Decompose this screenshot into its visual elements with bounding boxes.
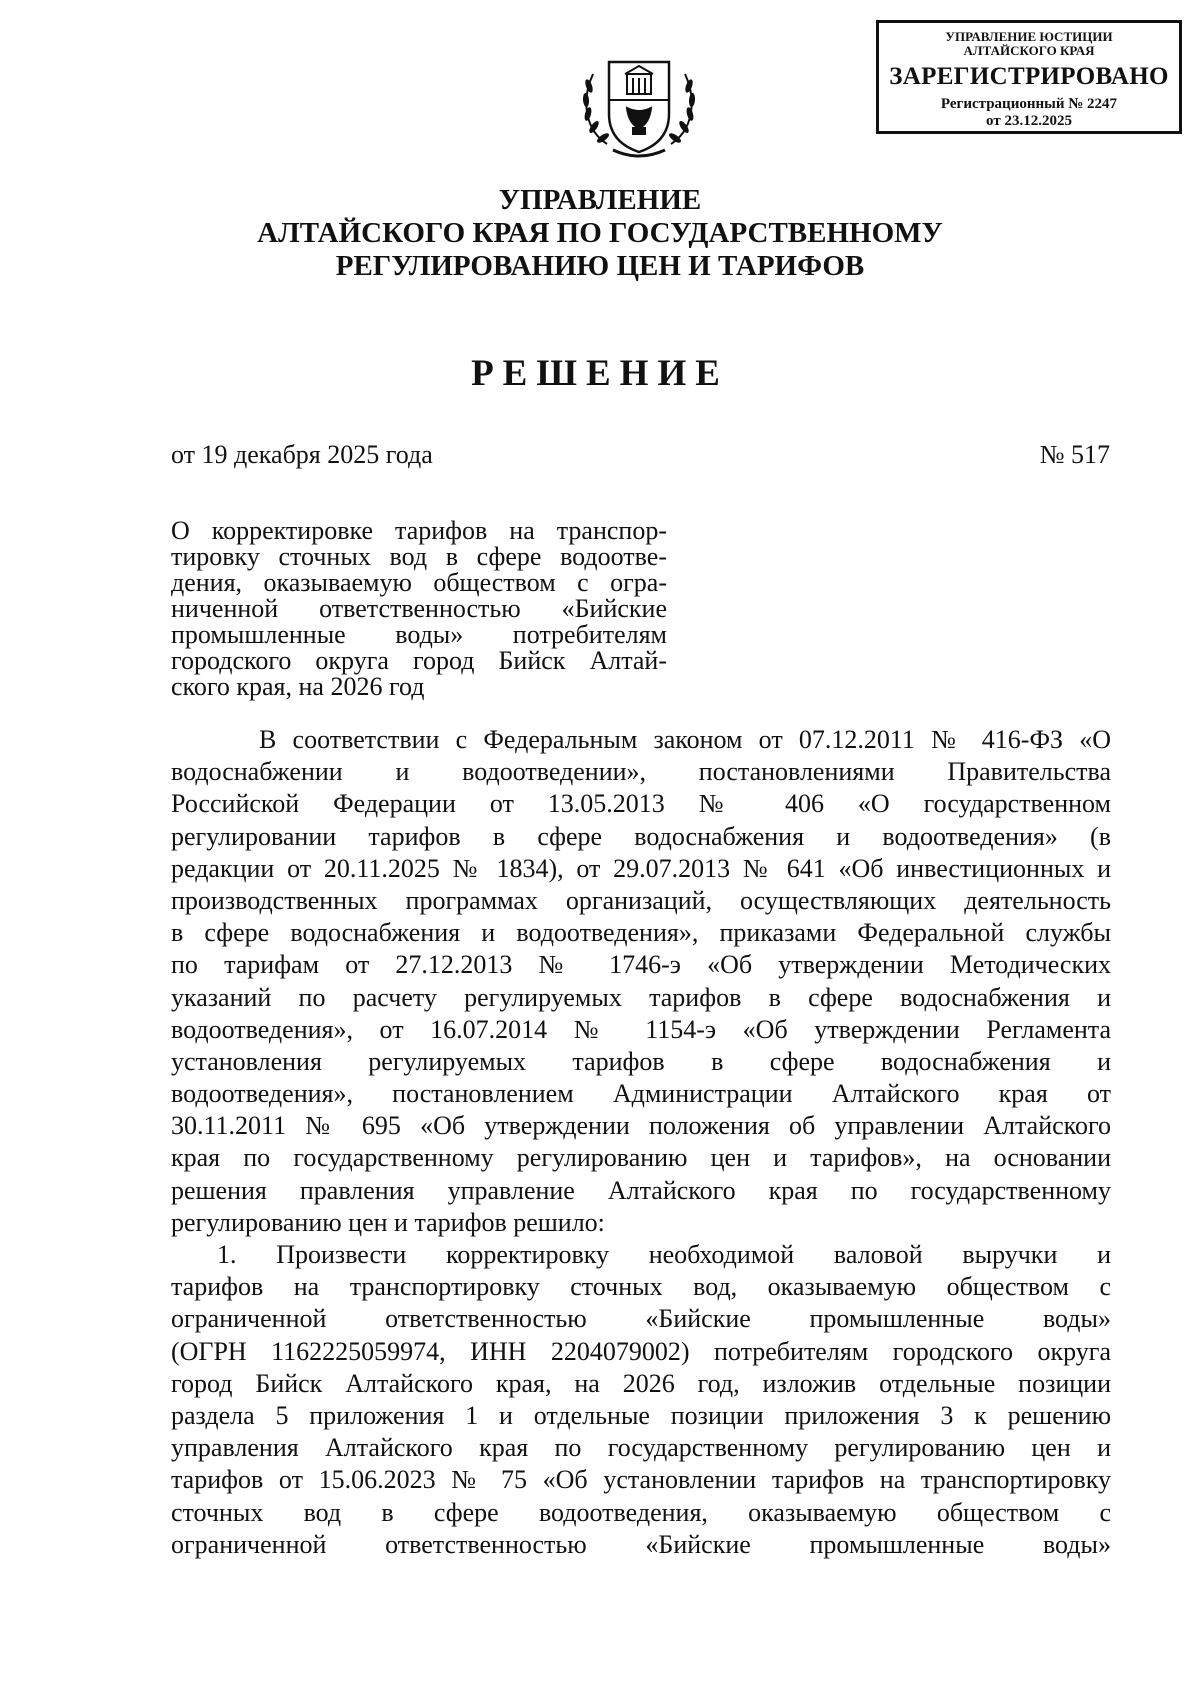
- agency-name-line: АЛТАЙСКОГО КРАЯ ПО ГОСУДАРСТВЕННОМУ: [257, 217, 943, 249]
- stamp-reg-number: Регистрационный № 2247: [940, 96, 1118, 112]
- body-line: сточных вод в сфере водоотведения, оказываемую обществом с: [171, 1497, 1111, 1527]
- subject-line: ского края, на 2026 год: [171, 672, 425, 701]
- body-line: 30.11.2011 № 695 «Об утверждении положения об управлении Алтайского: [171, 1111, 1111, 1141]
- coat-of-arms-emblem: [577, 44, 701, 168]
- body-line: решения правления управление Алтайского края по государственному: [171, 1175, 1111, 1205]
- body-line: редакции от 20.11.2025 № 1834), от 29.07.2013 № 641 «Об инвестиционных и: [171, 853, 1111, 883]
- document-title: РЕШЕНИЕ: [471, 353, 729, 394]
- subject-line: городского округа город Бийск Алтай-: [171, 646, 667, 675]
- date-number-line: [171, 440, 1110, 470]
- registration-stamp: [876, 20, 1182, 134]
- body-line: управления Алтайского края по государственному регулированию цен и: [171, 1433, 1111, 1463]
- body-line: город Бийск Алтайского края, на 2026 год, изложив отдельные позиции: [171, 1368, 1111, 1398]
- body-line: регулированию цен и тарифов решило:: [171, 1207, 605, 1237]
- document-number: № 517: [1039, 440, 1110, 469]
- stamp-authority-line1: УПРАВЛЕНИЕ ЮСТИЦИИ: [945, 29, 1113, 44]
- subject-line: О корректировке тарифов на транспор-: [171, 516, 667, 545]
- body-line: установления регулируемых тарифов в сфере водоснабжения и: [171, 1046, 1111, 1076]
- body-line: указаний по расчету регулируемых тарифов в сфере водоснабжения и: [171, 982, 1111, 1012]
- stamp-authority-line2: АЛТАЙСКОГО КРАЯ: [963, 43, 1095, 58]
- body-line: тарифов от 15.06.2023 № 75 «Об установлении тарифов на транспортировку: [171, 1465, 1111, 1495]
- agency-name-line: УПРАВЛЕНИЕ: [498, 184, 702, 216]
- document-body: [171, 724, 1111, 1561]
- agency-name: [200, 184, 1000, 283]
- stamp-status: ЗАРЕГИСТРИРОВАНО: [889, 63, 1169, 90]
- body-line: ограниченной ответственностью «Бийские промышленные воды»: [171, 1304, 1111, 1334]
- subject-line: дения, оказываемую обществом с огра-: [171, 568, 667, 597]
- body-line: по тарифам от 27.12.2013 № 1746-э «Об утверждении Методических: [171, 950, 1111, 980]
- agency-name-line: РЕГУЛИРОВАНИЮ ЦЕН И ТАРИФОВ: [335, 250, 865, 282]
- document-subject: [171, 518, 667, 700]
- body-line: (ОГРН 1162225059974, ИНН 2204079002) потребителям городского округа: [171, 1336, 1111, 1366]
- subject-line: промышленные воды» потребителям: [171, 620, 667, 649]
- subject-line: ниченной ответственностью «Бийские: [171, 594, 667, 623]
- body-line: 1. Произвести корректировку необходимой валовой выручки и: [217, 1240, 1111, 1269]
- subject-line: тировку сточных вод в сфере водоотве-: [171, 542, 667, 571]
- body-line: В соответствии с Федеральным законом от 07.12.2011 № 416-ФЗ «О: [259, 725, 1111, 754]
- document-date: от 19 декабря 2025 года: [171, 440, 433, 469]
- body-line: водоснабжении и водоотведении», постановлениями Правительства: [171, 757, 1111, 787]
- body-line: Российской Федерации от 13.05.2013 № 406 «О государственном: [171, 789, 1111, 819]
- body-line: регулировании тарифов в сфере водоснабжения и водоотведения» (в: [171, 821, 1111, 851]
- body-line: производственных программах организаций, осуществляющих деятельность: [171, 885, 1111, 915]
- body-line: ограниченной ответственностью «Бийские промышленные воды»: [171, 1529, 1111, 1559]
- body-line: водоотведения», от 16.07.2014 № 1154-э «Об утверждении Регламента: [171, 1014, 1111, 1044]
- body-line: тарифов на транспортировку сточных вод, оказываемую обществом с: [171, 1272, 1111, 1302]
- body-line: края по государственному регулированию цен и тарифов», на основании: [171, 1143, 1111, 1173]
- body-line: в сфере водоснабжения и водоотведения», приказами Федеральной службы: [171, 918, 1111, 948]
- stamp-reg-date: от 23.12.2025: [986, 113, 1072, 129]
- body-line: водоотведения», постановлением Администрации Алтайского края от: [171, 1079, 1111, 1109]
- body-line: раздела 5 приложения 1 и отдельные позиции приложения 3 к решению: [171, 1400, 1111, 1430]
